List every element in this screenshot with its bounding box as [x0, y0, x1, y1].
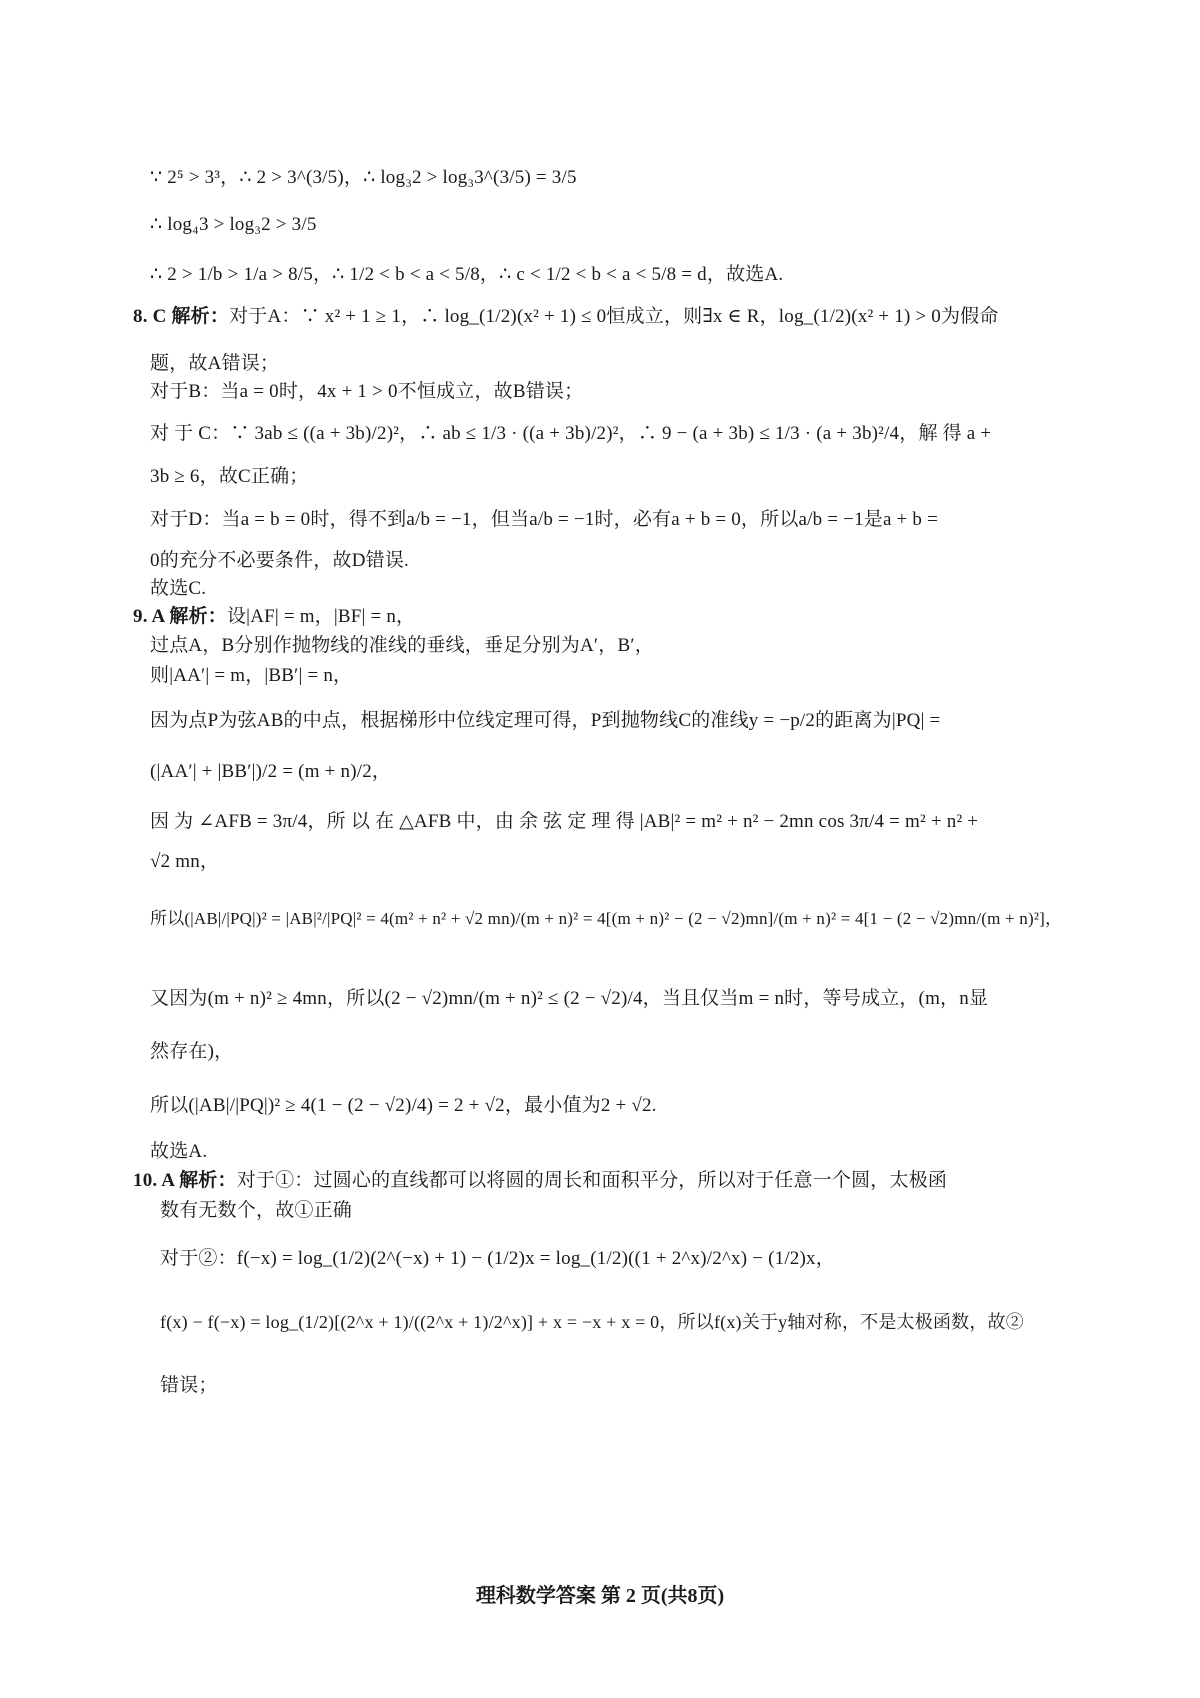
line-text: 则|AA′| = m，|BB′| = n， [150, 665, 353, 686]
text-line [150, 808, 978, 836]
question-label: 8. C 解析： [133, 306, 230, 327]
line-text: 又因为(m + n)² ≥ 4mn，所以(2 − √2)mn/(m + n)² ≤ (2 − √2)/4，当且仅当m = n时，等号成立，(m，n显 [150, 988, 989, 1009]
line-text: 3b ≥ 6，故C正确； [150, 466, 309, 487]
text-line [150, 547, 409, 575]
text-line [150, 575, 206, 603]
line-text: 对于D：当a = b = 0时，得不到a/b = −1，但当a/b = −1时，必有a + b = 0，所以a/b = −1是a + b = [150, 509, 938, 530]
line-text: 对于B：当a = 0时，4x + 1 > 0不恒成立，故B错误； [150, 381, 584, 402]
line-text: 对 于 C：∵ 3ab ≤ ((a + 3b)/2)²，∴ ab ≤ 1/3 · ((a + 3b)/2)²，∴ 9 − (a + 3b) ≤ 1/3 · (a + 3b)²/4，解 得 a + [150, 423, 992, 444]
text-line [150, 1092, 657, 1120]
line-text: 错误； [160, 1375, 218, 1396]
line-text: ∵ 2⁵ > 3³，∴ 2 > 3^(3/5)，∴ log₃2 > log₃3^(3/5) = 3/5 [150, 167, 577, 188]
line-text: (|AA′| + |BB′|)/2 = (m + n)/2， [150, 761, 392, 782]
line-text: 所以(|AB|/|PQ|)² ≥ 4(1 − (2 − √2)/4) = 2 + √2，最小值为2 + √2. [150, 1095, 657, 1116]
text-line [150, 848, 219, 876]
line-text: 设|AF| = m，|BF| = n， [226, 606, 416, 627]
line-text: 因 为 ∠AFB = 3π/4，所 以 在 △AFB 中，由 余 弦 定 理 得 |AB|² = m² + n² − 2mn cos 3π/4 = m² + n² + [150, 811, 979, 832]
line-text: ∴ log₄3 > log₃2 > 3/5 [150, 214, 317, 235]
line-text: 题，故A错误； [150, 353, 280, 374]
text-line [150, 1038, 233, 1066]
text-line [150, 463, 309, 491]
text-line [150, 758, 391, 786]
line-text: f(x) − f(−x) = log_(1/2)[(2^x + 1)/((2^x + 1)/2^x)] + x = −x + x = 0，所以f(x)关于y轴对称，不是太极函数，故② [160, 1312, 1024, 1332]
question-9-heading [133, 603, 415, 631]
line-text: 对于①：过圆心的直线都可以将圆的周长和面积平分，所以对于任意一个圆，太极函 [236, 1170, 948, 1191]
question-8-heading [133, 303, 999, 331]
text-line [150, 506, 938, 534]
line-text: 对于A：∵ x² + 1 ≥ 1，∴ log_(1/2)(x² + 1) ≤ 0恒成立，则∃x ∈ R，log_(1/2)(x² + 1) > 0为假命 [229, 306, 999, 327]
text-line [150, 211, 317, 239]
line-text: ∴ 2 > 1/b > 1/a > 8/5，∴ 1/2 < b < a < 5/8，∴ c < 1/2 < b < a < 5/8 = d，故选A. [150, 264, 784, 285]
line-text: 0的充分不必要条件，故D错误. [150, 550, 409, 571]
line-text: 因为点P为弦AB的中点，根据梯形中位线定理可得，P到抛物线C的准线y = −p/2的距离为|PQ| = [150, 710, 941, 731]
line-text: √2 mn， [150, 851, 220, 872]
line-text: 故选C. [150, 578, 207, 599]
line-text: 故选A. [150, 1141, 208, 1162]
question-10-heading [133, 1167, 947, 1195]
text-line [150, 164, 577, 192]
line-text: 对于②：f(−x) = log_(1/2)(2^(−x) + 1) − (1/2)x = log_(1/2)((1 + 2^x)/2^x) − (1/2)x， [160, 1248, 835, 1269]
line-text: 所以(|AB|/|PQ|)² = |AB|²/|PQ|² = 4(m² + n² + √2 mn)/(m + n)² = 4[(m + n)² − (2 − √2)mn]/(m + n)² = 4[1 − (2 − √2)mn/(m + n)²]， [150, 909, 1063, 928]
text-line [160, 1197, 352, 1225]
question-label: 10. A 解析： [133, 1170, 237, 1191]
text-line [150, 350, 279, 378]
line-text: 过点A，B分别作抛物线的准线的垂线，垂足分别为A′，B′， [150, 635, 654, 656]
text-line [150, 261, 783, 289]
line-text: 数有无数个，故①正确 [160, 1200, 353, 1221]
text-line [150, 1138, 207, 1166]
text-line [160, 1308, 1024, 1337]
question-label: 9. A 解析： [133, 606, 227, 627]
text-line [150, 707, 940, 735]
text-line [150, 905, 1062, 933]
line-text: 然存在)， [150, 1041, 234, 1062]
page-footer: 理科数学答案 第 2 页(共8页) [475, 1585, 725, 1607]
text-line [150, 420, 991, 448]
text-line [150, 632, 654, 660]
text-line [160, 1245, 835, 1273]
text-line [150, 985, 988, 1013]
text-line [160, 1372, 218, 1400]
text-line [150, 662, 352, 690]
text-line [150, 378, 583, 406]
